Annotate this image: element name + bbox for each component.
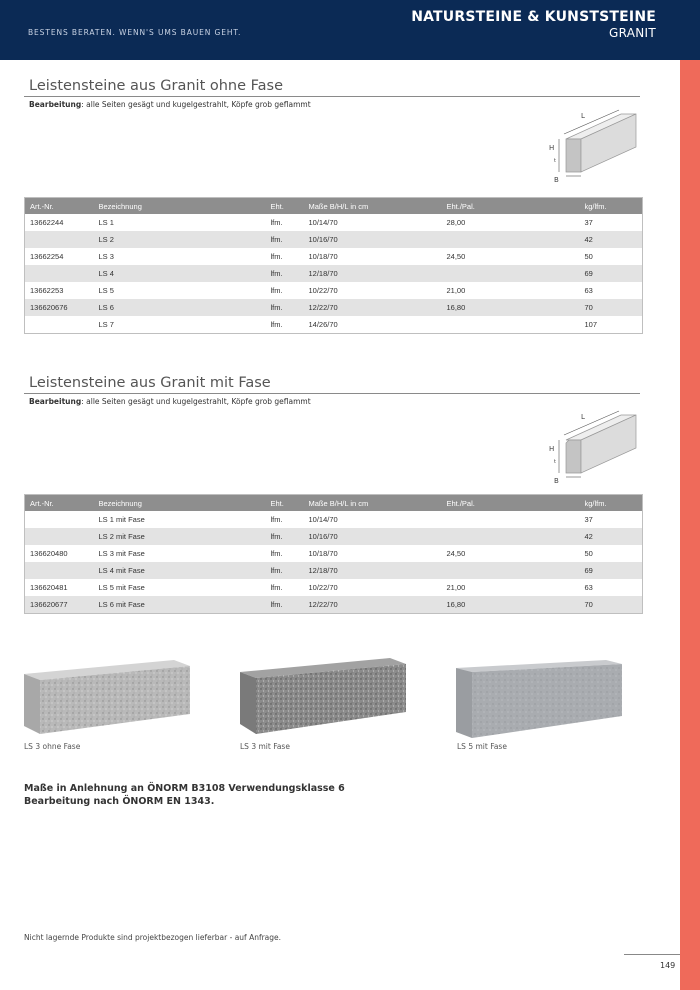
- section-divider: [24, 393, 640, 394]
- thickness-label: t: [554, 459, 556, 465]
- table-cell: 10/14/70: [308, 218, 338, 227]
- table-cell: 50: [584, 252, 593, 261]
- table-cell: [442, 265, 580, 282]
- table-cell: 21,00: [446, 583, 466, 592]
- table-cell: 107: [584, 320, 598, 329]
- table-row: [25, 299, 643, 316]
- table-cell: LS 2: [94, 231, 266, 248]
- column-header: Art.-Nr.: [25, 198, 94, 215]
- table-cell: lfm.: [270, 286, 283, 295]
- table-row: [25, 511, 643, 528]
- table-cell: lfm.: [266, 231, 304, 248]
- table-cell: 12/18/70: [304, 265, 442, 282]
- table-cell: lfm.: [266, 596, 304, 614]
- table-cell: 10/18/70: [308, 252, 338, 261]
- column-header: Bezeichnung: [94, 198, 266, 215]
- table-cell: [442, 511, 580, 528]
- table-cell: 136620677: [25, 596, 94, 614]
- table-cell: LS 5 mit Fase: [98, 583, 145, 592]
- column-header: Bezeichnung: [94, 495, 266, 512]
- thickness-label: t: [554, 158, 556, 164]
- table-cell: [25, 511, 94, 528]
- table-row: [25, 265, 643, 282]
- table-cell: 136620676: [25, 299, 94, 316]
- table-cell: lfm.: [266, 528, 304, 545]
- column-header: Maße B/H/L in cm: [304, 198, 442, 215]
- section-description: [29, 100, 311, 109]
- photo-caption: LS 5 mit Fase: [457, 742, 507, 751]
- section-title: Leistensteine aus Granit mit Fase: [29, 375, 271, 391]
- table-cell: 10/18/70: [308, 549, 338, 558]
- table-cell: 70: [580, 596, 643, 614]
- column-header: Eht./Pal.: [442, 495, 580, 512]
- table-header-row: [25, 495, 643, 512]
- table-cell: lfm.: [266, 265, 304, 282]
- width-label: B: [554, 477, 559, 485]
- stone-dimension-diagram: [546, 104, 646, 184]
- table-cell: 42: [580, 528, 643, 545]
- side-accent-bar: [680, 60, 700, 990]
- table-cell: 10/22/70: [308, 286, 338, 295]
- table-cell: 24,50: [446, 252, 466, 261]
- table-cell: lfm.: [266, 299, 304, 316]
- page-number-rule: [624, 954, 680, 955]
- table-cell: lfm.: [270, 320, 283, 329]
- table-cell: LS 4 mit Fase: [94, 562, 266, 579]
- table-row: [25, 282, 643, 299]
- description-label: Bearbeitung: [29, 100, 82, 109]
- table-cell: LS 7: [98, 320, 114, 329]
- table-cell: 21,00: [446, 286, 466, 295]
- norm-note: [24, 782, 345, 808]
- length-label: L: [581, 112, 585, 120]
- column-header: kg/lfm.: [580, 198, 643, 215]
- table-cell: LS 5: [98, 286, 114, 295]
- table-cell: 42: [580, 231, 643, 248]
- product-table-ohne-fase: [24, 197, 643, 334]
- table-cell: LS 3 mit Fase: [98, 549, 145, 558]
- table-cell: 24,50: [446, 549, 466, 558]
- table-cell: 136620480: [30, 549, 68, 558]
- table-cell: [25, 265, 94, 282]
- height-label: H: [549, 445, 555, 453]
- table-cell: 63: [584, 583, 593, 592]
- table-cell: LS 6: [94, 299, 266, 316]
- table-cell: lfm.: [270, 549, 283, 558]
- page-number: 149: [660, 961, 676, 970]
- table-cell: [442, 231, 580, 248]
- table-cell: 13662254: [30, 252, 64, 261]
- table-cell: LS 1 mit Fase: [98, 515, 145, 524]
- table-row: [25, 316, 643, 334]
- table-cell: lfm.: [270, 515, 283, 524]
- table-row: [25, 528, 643, 545]
- table-cell: 69: [580, 562, 643, 579]
- stone-photo-ls3-mit-fase: [240, 658, 408, 736]
- table-cell: [442, 562, 580, 579]
- photo-caption: LS 3 mit Fase: [240, 742, 290, 751]
- table-cell: lfm.: [270, 583, 283, 592]
- table-cell: 10/16/70: [304, 528, 442, 545]
- table-cell: 28,00: [446, 218, 466, 227]
- table-cell: 63: [584, 286, 593, 295]
- table-row: [25, 545, 643, 562]
- header-title: NATURSTEINE & KUNSTSTEINE: [411, 9, 656, 25]
- product-table-mit-fase: [24, 494, 643, 614]
- table-row: [25, 248, 643, 265]
- table-cell: [25, 562, 94, 579]
- table-cell: [25, 231, 94, 248]
- table-cell: 13662253: [30, 286, 64, 295]
- table-cell: 14/26/70: [308, 320, 338, 329]
- table-cell: LS 1: [98, 218, 114, 227]
- column-header: kg/lfm.: [580, 495, 643, 512]
- length-label: L: [581, 413, 585, 421]
- table-cell: 13662244: [30, 218, 64, 227]
- table-cell: 12/18/70: [304, 562, 442, 579]
- stone-photo-ls3-ohne-fase: [24, 658, 194, 736]
- norm-line: Bearbeitung nach ÖNORM EN 1343.: [24, 796, 215, 807]
- availability-footnote: Nicht lagernde Produkte sind projektbezogen lieferbar - auf Anfrage.: [24, 933, 282, 942]
- column-header: Eht./Pal.: [442, 198, 580, 215]
- table-cell: [25, 316, 94, 334]
- width-label: B: [554, 176, 559, 184]
- table-row: [25, 596, 643, 614]
- table-cell: LS 6 mit Fase: [94, 596, 266, 614]
- section-title: Leistensteine aus Granit ohne Fase: [29, 78, 284, 94]
- table-cell: LS 2 mit Fase: [94, 528, 266, 545]
- table-cell: LS 4: [94, 265, 266, 282]
- header-subtitle: GRANIT: [608, 26, 656, 40]
- table-row: [25, 214, 643, 231]
- table-cell: 10/16/70: [304, 231, 442, 248]
- column-header: Maße B/H/L in cm: [304, 495, 442, 512]
- table-cell: [25, 528, 94, 545]
- column-header: Art.-Nr.: [25, 495, 94, 512]
- section-description: [29, 397, 311, 406]
- photo-caption: LS 3 ohne Fase: [24, 742, 81, 751]
- table-row: [25, 231, 643, 248]
- column-header: Eht.: [266, 198, 304, 215]
- table-cell: 16,80: [442, 299, 580, 316]
- page-header: [0, 0, 700, 60]
- table-cell: 12/22/70: [304, 299, 442, 316]
- column-header: Eht.: [266, 495, 304, 512]
- table-cell: lfm.: [270, 252, 283, 261]
- table-cell: 70: [580, 299, 643, 316]
- table-row: [25, 562, 643, 579]
- table-cell: lfm.: [266, 562, 304, 579]
- table-cell: 10/22/70: [308, 583, 338, 592]
- norm-line: Maße in Anlehnung an ÖNORM B3108 Verwendungsklasse 6: [24, 783, 345, 794]
- table-cell: 16,80: [442, 596, 580, 614]
- table-cell: [442, 316, 580, 334]
- table-cell: lfm.: [270, 218, 283, 227]
- table-cell: 37: [584, 218, 593, 227]
- table-cell: LS 3: [98, 252, 114, 261]
- table-cell: 136620481: [30, 583, 68, 592]
- table-cell: 12/22/70: [304, 596, 442, 614]
- table-header-row: [25, 198, 643, 215]
- tagline: BESTENS BERATEN. WENN'S UMS BAUEN GEHT.: [28, 28, 242, 37]
- height-label: H: [549, 144, 555, 152]
- table-cell: [442, 528, 580, 545]
- table-cell: 50: [584, 549, 593, 558]
- table-row: [25, 579, 643, 596]
- table-cell: 69: [580, 265, 643, 282]
- stone-dimension-diagram-fase: [546, 405, 646, 485]
- description-text: : alle Seiten gesägt und kugelgestrahlt, Köpfe grob geflammt: [81, 397, 311, 406]
- section-divider: [24, 96, 640, 97]
- description-label: Bearbeitung: [29, 397, 82, 406]
- description-text: : alle Seiten gesägt und kugelgestrahlt, Köpfe grob geflammt: [81, 100, 311, 109]
- table-cell: 37: [584, 515, 593, 524]
- table-cell: 10/14/70: [308, 515, 338, 524]
- stone-photo-ls5-mit-fase: [456, 660, 624, 740]
